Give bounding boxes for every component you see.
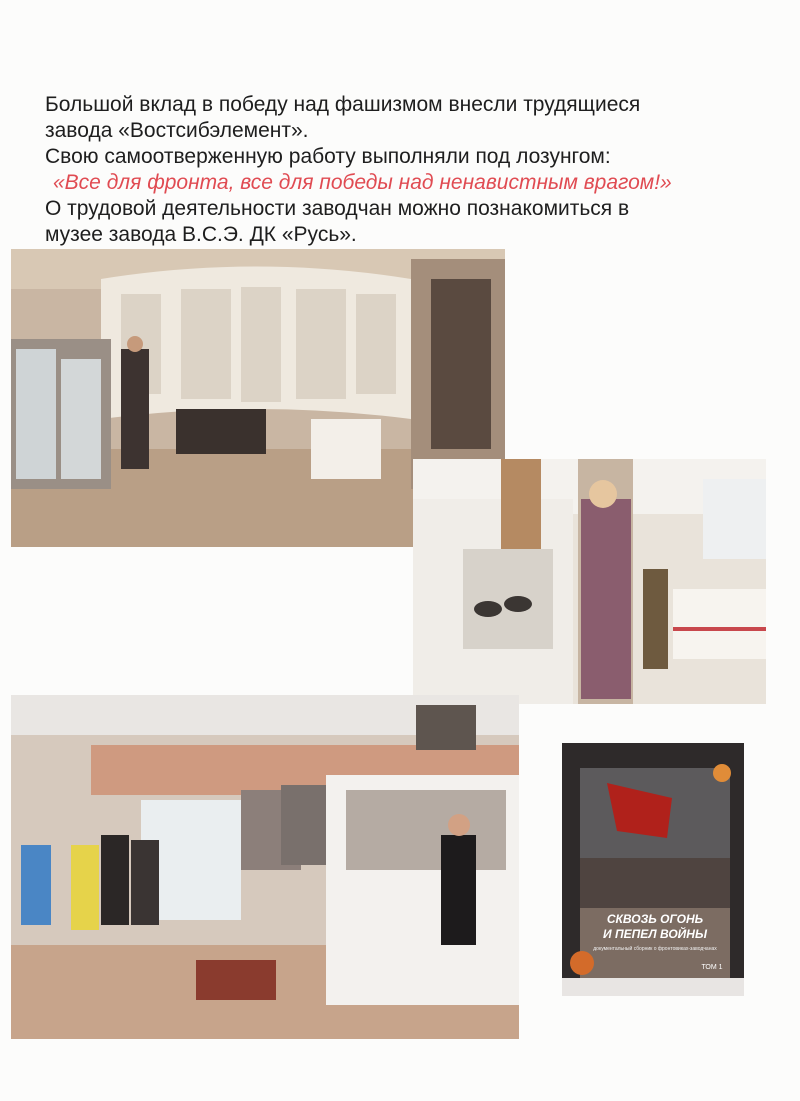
paragraph-line-3: Свою самоотверженную работу выполняли под лозунгом: bbox=[45, 145, 611, 168]
paragraph-line-5: музее завода В.С.Э. ДК «Русь». bbox=[45, 223, 357, 246]
exhibition-tour-photo bbox=[11, 695, 519, 1039]
slogan: «Все для фронта, все для победы над ненавистным врагом!» bbox=[53, 171, 672, 194]
paragraph-line-1: Большой вклад в победу над фашизмом внесли трудящиеся bbox=[45, 93, 641, 116]
book-subtitle: документальный сборник о фронтовиках-заводчанах bbox=[593, 946, 717, 952]
paragraph-line-4: О трудовой деятельности заводчан можно познакомиться в bbox=[45, 197, 630, 220]
book-volume: ТОМ 1 bbox=[701, 964, 723, 971]
book-cover-photo bbox=[562, 743, 744, 996]
book-title-line-2: И ПЕПЕЛ ВОЙНЫ bbox=[603, 927, 707, 941]
intro-text bbox=[45, 92, 765, 248]
village-room-photo bbox=[413, 459, 766, 704]
paragraph-line-2: завода «Востсибэлемент». bbox=[45, 119, 309, 142]
book-title-line-1: СКВОЗЬ ОГОНЬ bbox=[606, 912, 704, 926]
